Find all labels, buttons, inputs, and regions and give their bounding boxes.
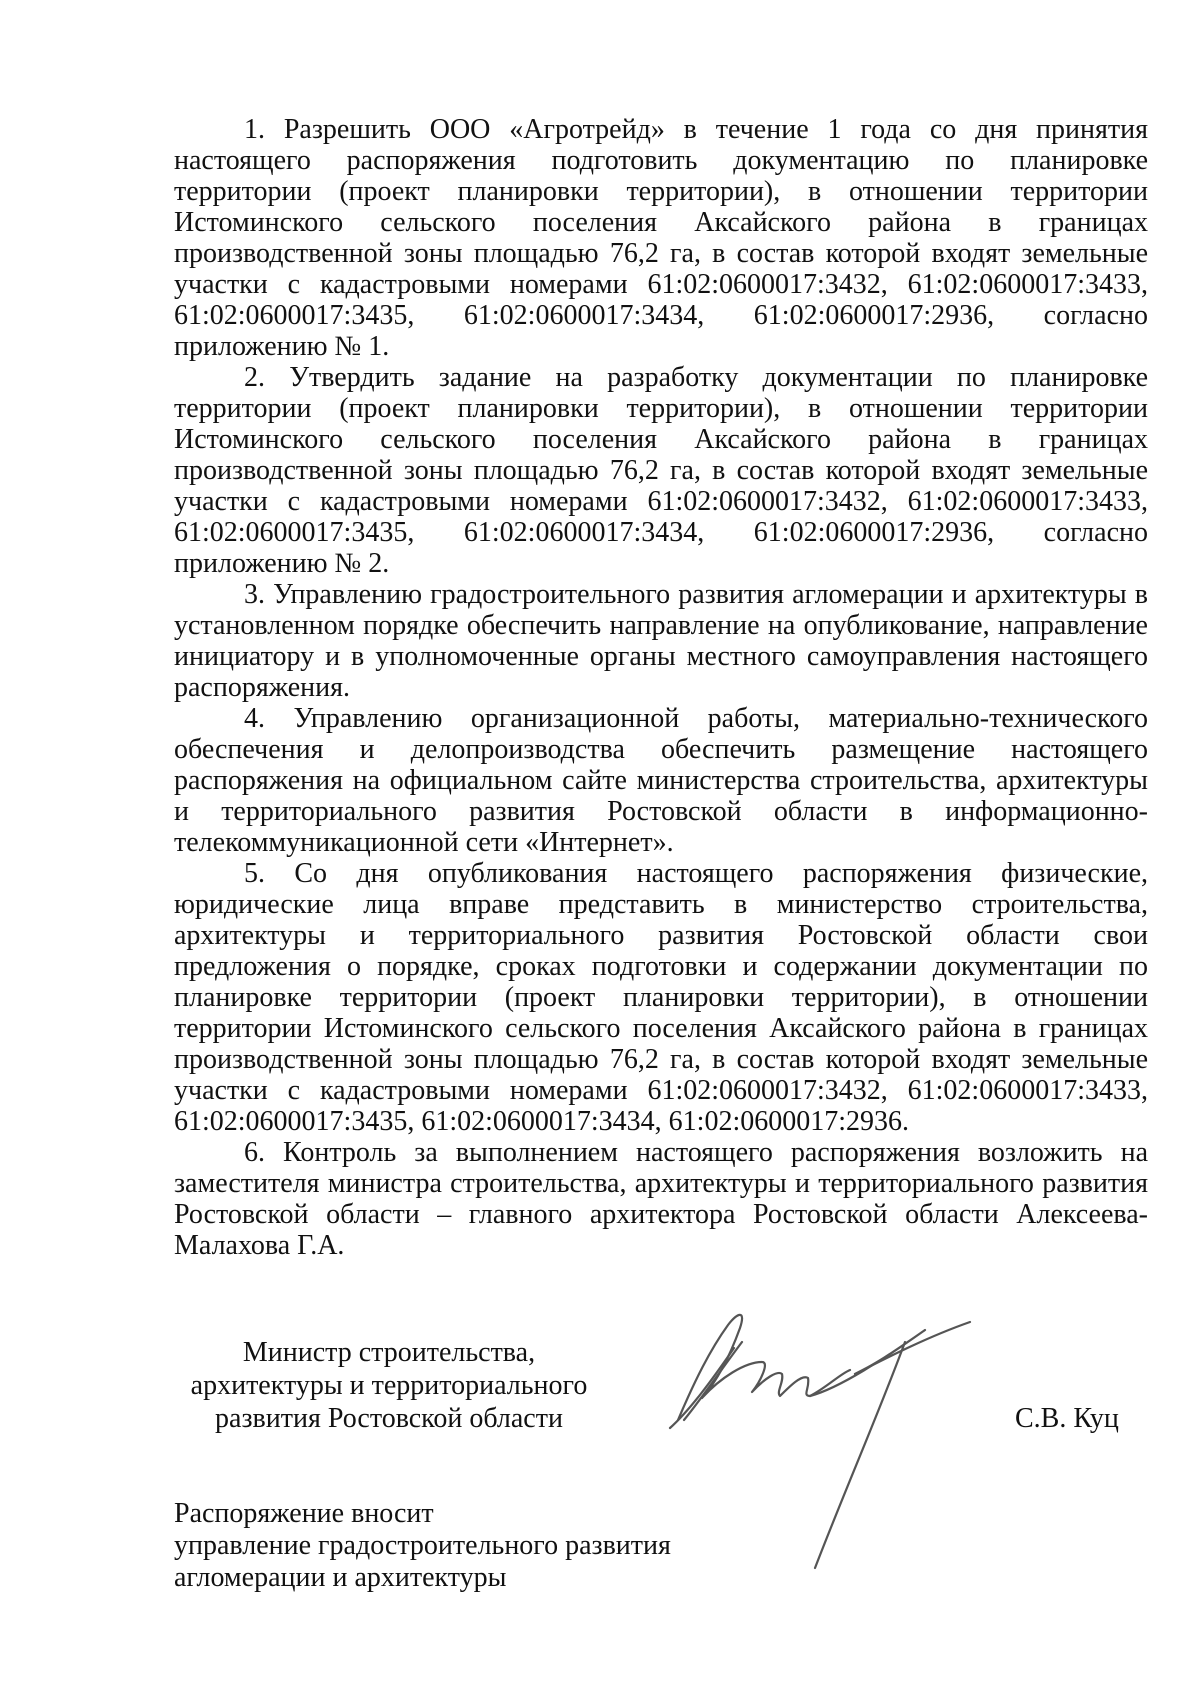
submitted-by-note (174, 1498, 671, 1594)
paragraph-6: 6. Контроль за выполнением настоящего распоряжения возложить на заместителя министра строительства, архитектуры и территориального развития Ростовской области – главного архитектора Ростовской области Алексеева-Малахова Г.А. (174, 1137, 1148, 1261)
footer-note-line: агломерации и архитектуры (174, 1562, 507, 1593)
signatory-title (174, 1336, 604, 1435)
paragraph-5: 5. Со дня опубликования настоящего распоряжения физические, юридические лица вправе представить в министерство строительства, архитектуры и территориального развития Ростовской области свои предложения о порядке, сроках подготовки и содержании документации по планировке территории (проект планировки территории), в отношении территории Истоминского сельского поселения Аксайского района в границах производственной зоны площадью 76,2 га, в состав которой входят земельные участки с кадастровыми номерами 61:02:0600017:3432, 61:02:0600017:3433, 61:02:0600017:3435, 61:02:0600017:3434, 61:02:0600017:2936. (174, 858, 1148, 1137)
document-body (174, 114, 1148, 1261)
signatory-name: С.В. Куц (1015, 1403, 1119, 1434)
footer-note-line: Распоряжение вносит (174, 1498, 434, 1529)
paragraph-4: 4. Управлению организационной работы, материально-технического обеспечения и делопроизводства обеспечить размещение настоящего распоряжения на официальном сайте министерства строительства, архитектуры и территориального развития Ростовской области в информационно-телекоммуникационной сети «Интернет». (174, 703, 1148, 858)
signatory-title-line: Министр строительства, (242, 1337, 536, 1368)
signatory-title-line: архитектуры и территориального (190, 1370, 588, 1401)
handwritten-signature (650, 1270, 1030, 1580)
footer-note-line: управление градостроительного развития (174, 1530, 671, 1561)
signatory-title-line: развития Ростовской области (215, 1403, 563, 1434)
paragraph-3: 3. Управлению градостроительного развития агломерации и архитектуры в установленном порядке обеспечить направление на опубликование, направление инициатору и в уполномоченные органы местного самоуправления настоящего распоряжения. (174, 579, 1148, 703)
paragraph-1: 1. Разрешить ООО «Агротрейд» в течение 1 года со дня принятия настоящего распоряжения подготовить документацию по планировке территории (проект планировки территории), в отношении территории Истоминского сельского поселения Аксайского района в границах производственной зоны площадью 76,2 га, в состав которой входят земельные участки с кадастровыми номерами 61:02:0600017:3432, 61:02:0600017:3433, 61:02:0600017:3435, 61:02:0600017:3434, 61:02:0600017:2936, согласно приложению № 1. (174, 114, 1148, 362)
paragraph-2: 2. Утвердить задание на разработку документации по планировке территории (проект планировки территории), в отношении территории Истоминского сельского поселения Аксайского района в границах производственной зоны площадью 76,2 га, в состав которой входят земельные участки с кадастровыми номерами 61:02:0600017:3432, 61:02:0600017:3433, 61:02:0600017:3435, 61:02:0600017:3434, 61:02:0600017:2936, согласно приложению № 2. (174, 362, 1148, 579)
